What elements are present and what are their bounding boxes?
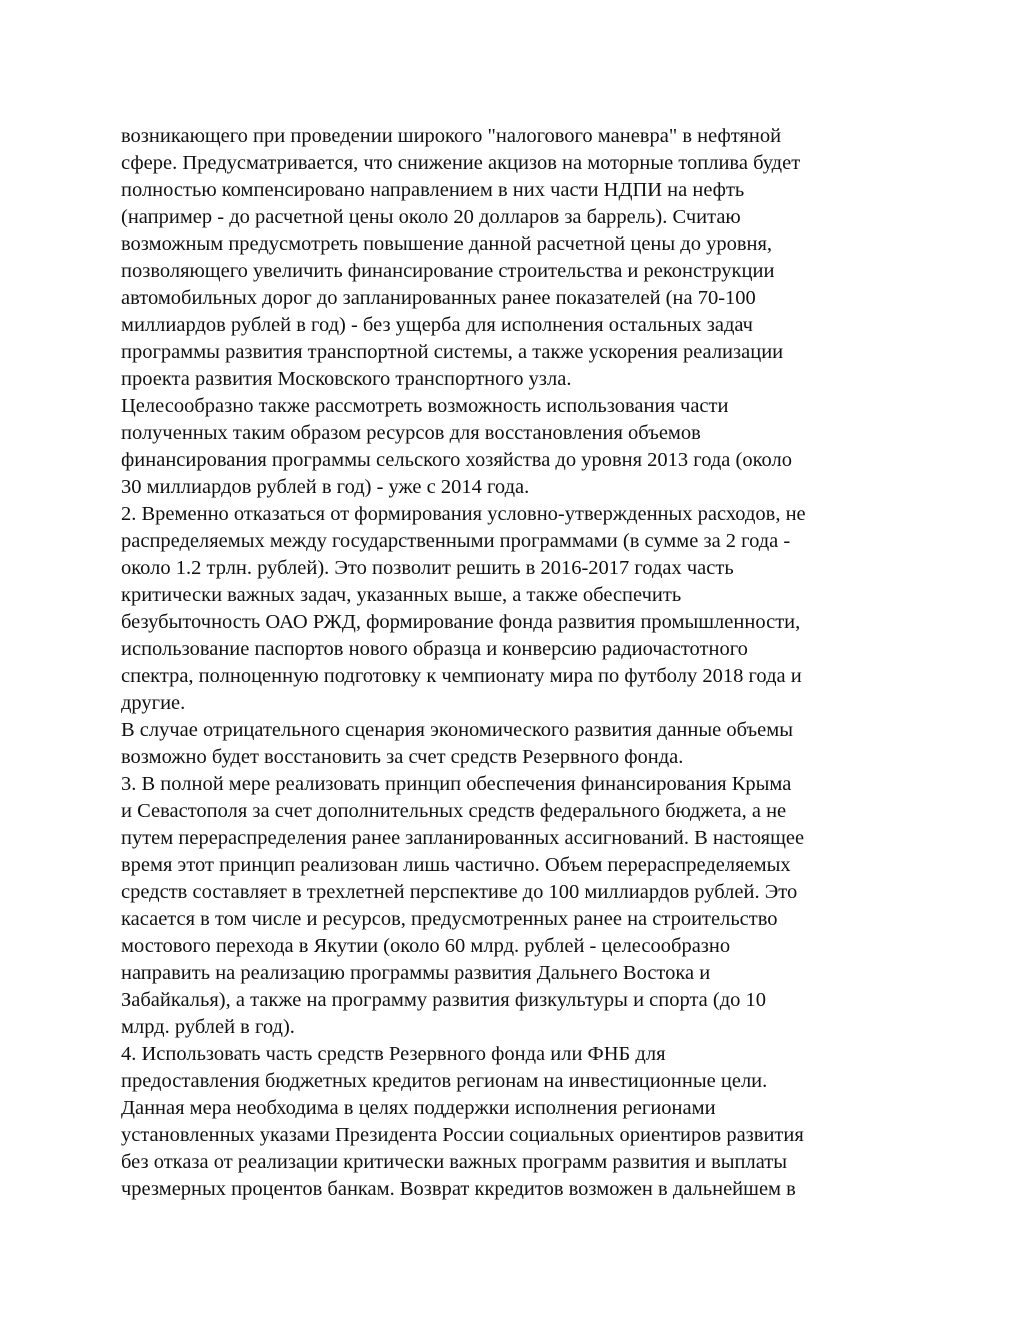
text-line: программы развития транспортной системы, а также ускорения реализации (121, 341, 784, 363)
text-line: (например - до расчетной цены около 20 долларов за баррель). Считаю (121, 206, 741, 228)
text-line: сфере. Предусматривается, что снижение акцизов на моторные топлива будет (121, 152, 801, 174)
text-line: другие. (121, 692, 186, 714)
text-line: средств составляет в трехлетней перспективе до 100 миллиардов рублей. Это (121, 881, 798, 903)
text-line: использование паспортов нового образца и конверсию радиочастотного (121, 638, 748, 660)
text-line: полученных таким образом ресурсов для восстановления объемов (121, 422, 701, 444)
text-line: и Севастополя за счет дополнительных средств федерального бюджета, а не (121, 800, 787, 822)
text-line: направить на реализацию программы развития Дальнего Востока и (121, 962, 711, 984)
text-line: распределяемых между государственными программами (в сумме за 2 года - (121, 530, 791, 552)
text-line: возможно будет восстановить за счет средств Резервного фонда. (121, 746, 684, 768)
text-line: безубыточность ОАО РЖД, формирование фонда развития промышленности, (121, 611, 801, 633)
text-line: предоставления бюджетных кредитов регионам на инвестиционные цели. (121, 1070, 768, 1092)
text-line: мостового перехода в Якутии (около 60 млрд. рублей - целесообразно (121, 935, 731, 957)
text-line: млрд. рублей в год). (121, 1016, 295, 1038)
text-line: 4. Использовать часть средств Резервного фонда или ФНБ для (121, 1043, 666, 1065)
text-line: Данная мера необходима в целях поддержки исполнения регионами (121, 1097, 716, 1119)
text-line: без отказа от реализации критически важных программ развития и выплаты (121, 1151, 788, 1173)
text-line: полностью компенсировано направлением в них части НДПИ на нефть (121, 179, 745, 201)
text-line: путем перераспределения ранее запланированных ассигнований. В настоящее (121, 827, 805, 849)
text-line: миллиардов рублей в год) - без ущерба для исполнения остальных задач (121, 314, 753, 336)
text-line: позволяющего увеличить финансирование строительства и реконструкции (121, 260, 775, 282)
text-line: около 1.2 трлн. рублей). Это позволит решить в 2016-2017 годах часть (121, 557, 734, 579)
text-line: чрезмерных процентов банкам. Возврат ккредитов возможен в дальнейшем в (121, 1178, 796, 1200)
body-text (121, 123, 921, 1203)
text-line: возможным предусмотреть повышение данной расчетной цены до уровня, (121, 233, 773, 255)
text-line: возникающего при проведении широкого "налогового маневра" в нефтяной (121, 125, 782, 147)
text-line: автомобильных дорог до запланированных ранее показателей (на 70-100 (121, 287, 756, 309)
text-line: касается в том числе и ресурсов, предусмотренных ранее на строительство (121, 908, 778, 930)
text-line: критически важных задач, указанных выше, а также обеспечить (121, 584, 682, 606)
text-line: финансирования программы сельского хозяйства до уровня 2013 года (около (121, 449, 792, 471)
text-line: Забайкалья), а также на программу развития физкультуры и спорта (до 10 (121, 989, 767, 1011)
text-line: 2. Временно отказаться от формирования условно-утвержденных расходов, не (121, 503, 806, 525)
text-line: проекта развития Московского транспортного узла. (121, 368, 572, 390)
text-line: 30 миллиардов рублей в год) - уже с 2014 года. (121, 476, 530, 498)
text-line: установленных указами Президента России социальных ориентиров развития (121, 1124, 804, 1146)
text-line: В случае отрицательного сценария экономического развития данные объемы (121, 719, 793, 741)
text-line: время этот принцип реализован лишь частично. Объем перераспределяемых (121, 854, 791, 876)
text-line: Целесообразно также рассмотреть возможность использования части (121, 395, 729, 417)
text-line: 3. В полной мере реализовать принцип обеспечения финансирования Крыма (121, 773, 792, 795)
text-line: спектра, полноценную подготовку к чемпионату мира по футболу 2018 года и (121, 665, 802, 687)
